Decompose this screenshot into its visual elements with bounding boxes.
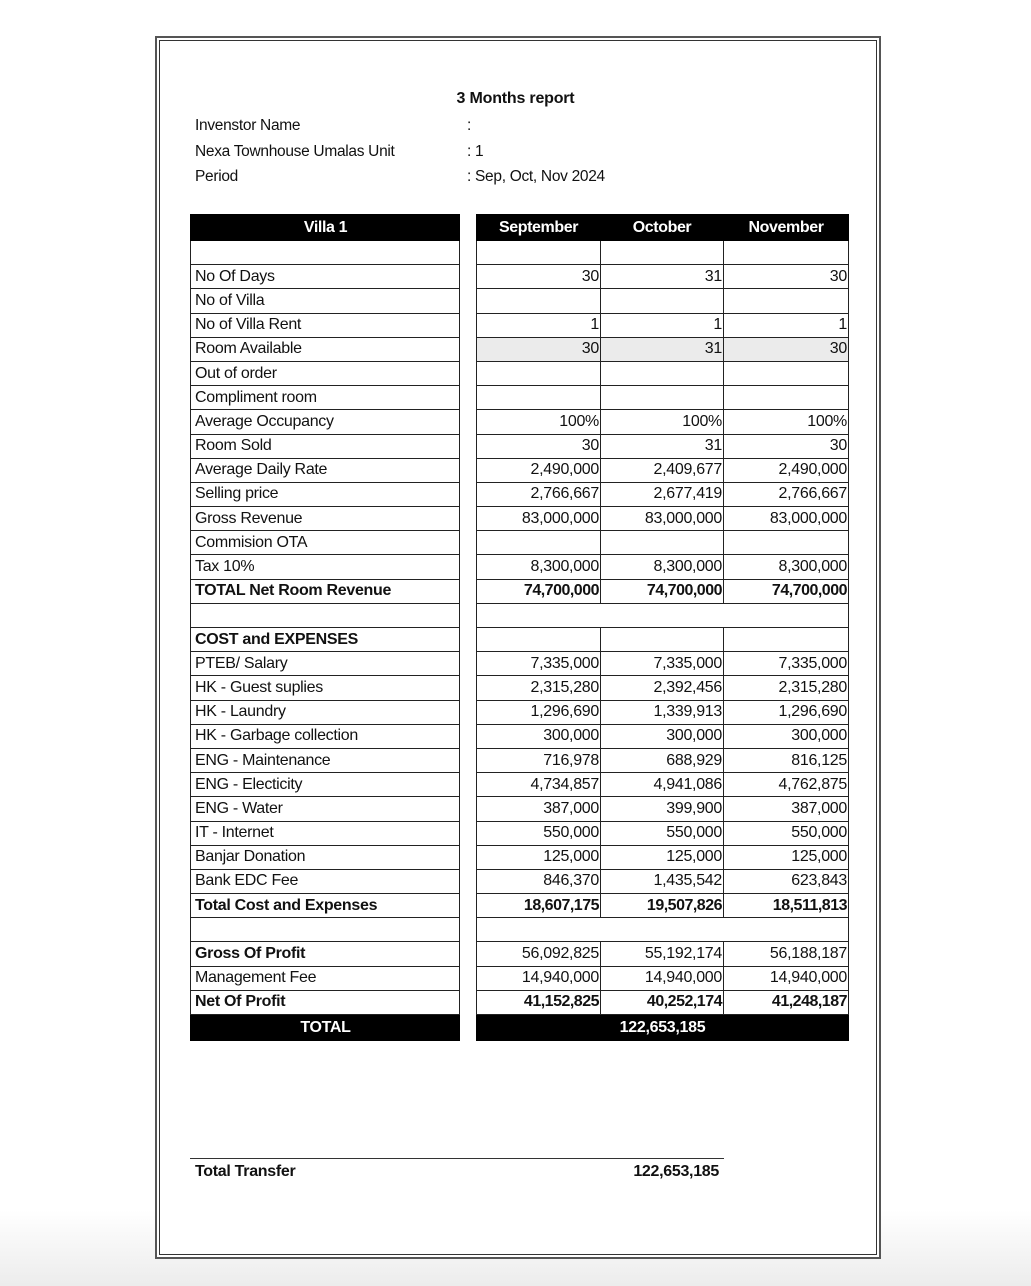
table-row-gross-of-profit (477, 942, 849, 966)
value-cell-october: 8,300,000 (601, 555, 724, 579)
meta-value: : Sep, Oct, Nov 2024 (467, 168, 605, 185)
column-header-october: October (601, 215, 724, 241)
table-row-blank (191, 603, 460, 627)
row-label: Gross Of Profit (191, 942, 460, 966)
table-row-net-of-profit (191, 990, 460, 1014)
table-row-pteb-salary (191, 652, 460, 676)
table-row-tax-10 (191, 555, 460, 579)
table-row-tax-10 (477, 555, 849, 579)
value-cell-september: 83,000,000 (477, 507, 601, 531)
table-row-eng-electicity (477, 773, 849, 797)
value-cell-september (477, 386, 601, 410)
table-row-total-cost-and-expenses (477, 894, 849, 918)
table-row-hk-garbage-collection (477, 724, 849, 748)
table-row-room-sold (477, 434, 849, 458)
value-cell-september: 550,000 (477, 821, 601, 845)
meta-label: Invenstor Name (195, 117, 301, 134)
value-cell-november: 14,940,000 (724, 966, 849, 990)
value-cell-september: 14,940,000 (477, 966, 601, 990)
table-row-no-of-villa-rent (477, 313, 849, 337)
value-cell-october: 83,000,000 (601, 507, 724, 531)
row-label: Compliment room (191, 386, 460, 410)
value-cell-november: 550,000 (724, 821, 849, 845)
row-label: HK - Garbage collection (191, 724, 460, 748)
value-cell-october: 1 (601, 313, 724, 337)
row-label: Total Cost and Expenses (191, 894, 460, 918)
total-row (191, 1015, 460, 1041)
value-cell-november: 30 (724, 434, 849, 458)
table-row-blank (191, 241, 460, 265)
value-cell-november (724, 241, 849, 265)
table-row-pteb-salary (477, 652, 849, 676)
value-cell-september: 30 (477, 265, 601, 289)
table-row-gross-of-profit (191, 942, 460, 966)
row-label: Room Available (191, 337, 460, 361)
table-row-no-of-days (191, 265, 460, 289)
total-label: TOTAL (191, 1015, 460, 1041)
value-cell-november: 7,335,000 (724, 652, 849, 676)
value-cell-november: 1 (724, 313, 849, 337)
total-value: 122,653,185 (477, 1015, 849, 1041)
table-row-blank (477, 603, 849, 627)
value-cell-november (724, 531, 849, 555)
value-cell-october: 55,192,174 (601, 942, 724, 966)
table-row-total-cost-and-expenses (191, 894, 460, 918)
value-cell-september (477, 628, 601, 652)
table-row-average-occupancy (477, 410, 849, 434)
monthly-values-table (476, 214, 849, 1041)
table-row-total-net-room-revenue (477, 579, 849, 603)
meta-label: Period (195, 168, 239, 185)
value-cell-november: 18,511,813 (724, 894, 849, 918)
total-transfer-label: Total Transfer (195, 1163, 296, 1180)
value-cell-november: 1,296,690 (724, 700, 849, 724)
table-row-eng-maintenance (191, 748, 460, 772)
meta-unit (195, 143, 483, 161)
value-cell-november: 100% (724, 410, 849, 434)
value-cell-october: 100% (601, 410, 724, 434)
value-cell-november (724, 361, 849, 385)
value-cell-november: 8,300,000 (724, 555, 849, 579)
value-cell-november: 2,766,667 (724, 482, 849, 506)
row-label: Gross Revenue (191, 507, 460, 531)
spacer-cell (477, 918, 849, 942)
row-label: No Of Days (191, 265, 460, 289)
total-transfer-value: 122,653,185 (633, 1163, 719, 1180)
value-cell-september: 8,300,000 (477, 555, 601, 579)
row-label: Net Of Profit (191, 990, 460, 1014)
table-row-average-daily-rate (477, 458, 849, 482)
table-row-blank (191, 918, 460, 942)
table-row-management-fee (477, 966, 849, 990)
value-cell-october: 2,677,419 (601, 482, 724, 506)
value-cell-september: 18,607,175 (477, 894, 601, 918)
value-cell-october (601, 386, 724, 410)
value-cell-october: 550,000 (601, 821, 724, 845)
table-row-gross-revenue (191, 507, 460, 531)
row-label: HK - Guest suplies (191, 676, 460, 700)
total-row (477, 1015, 849, 1041)
table-row-it-internet (477, 821, 849, 845)
header-row (477, 215, 849, 241)
table-row-blank (477, 241, 849, 265)
table-row-hk-guest-suplies (191, 676, 460, 700)
value-cell-november: 816,125 (724, 748, 849, 772)
row-label: Commision OTA (191, 531, 460, 555)
table-row-blank (477, 918, 849, 942)
row-label: TOTAL Net Room Revenue (191, 579, 460, 603)
table-row-gross-revenue (477, 507, 849, 531)
value-cell-september: 56,092,825 (477, 942, 601, 966)
table-row-eng-water (191, 797, 460, 821)
value-cell-september: 2,490,000 (477, 458, 601, 482)
table-row-hk-laundry (477, 700, 849, 724)
value-cell-october: 1,435,542 (601, 869, 724, 893)
row-label: Bank EDC Fee (191, 869, 460, 893)
value-cell-september (477, 531, 601, 555)
table-row-total-net-room-revenue (191, 579, 460, 603)
row-label: HK - Laundry (191, 700, 460, 724)
value-cell-october: 125,000 (601, 845, 724, 869)
table-row-room-available (477, 337, 849, 361)
value-cell-september: 1 (477, 313, 601, 337)
value-cell-november: 83,000,000 (724, 507, 849, 531)
header-row (191, 215, 460, 241)
transfer-divider (190, 1158, 724, 1159)
value-cell-september: 125,000 (477, 845, 601, 869)
value-cell-november: 30 (724, 337, 849, 361)
row-label: Out of order (191, 361, 460, 385)
row-label: ENG - Maintenance (191, 748, 460, 772)
table-row-no-of-villa (477, 289, 849, 313)
table-row-banjar-donation (191, 845, 460, 869)
table-row-eng-electicity (191, 773, 460, 797)
value-cell-september: 2,766,667 (477, 482, 601, 506)
table-row-management-fee (191, 966, 460, 990)
row-label (191, 603, 460, 627)
row-label: Management Fee (191, 966, 460, 990)
value-cell-october: 31 (601, 337, 724, 361)
table-row-average-occupancy (191, 410, 460, 434)
table-row-no-of-days (477, 265, 849, 289)
value-cell-september: 2,315,280 (477, 676, 601, 700)
table-row-room-available (191, 337, 460, 361)
row-label: Selling price (191, 482, 460, 506)
value-cell-october (601, 289, 724, 313)
meta-value: : (467, 117, 472, 134)
value-cell-october (601, 241, 724, 265)
villa-header: Villa 1 (191, 215, 460, 241)
value-cell-november: 623,843 (724, 869, 849, 893)
value-cell-november (724, 386, 849, 410)
table-row-net-of-profit (477, 990, 849, 1014)
value-cell-october: 1,339,913 (601, 700, 724, 724)
table-row-out-of-order (191, 361, 460, 385)
value-cell-september: 30 (477, 434, 601, 458)
row-label (191, 918, 460, 942)
row-label: Tax 10% (191, 555, 460, 579)
table-row-cost-and-expenses (191, 628, 460, 652)
row-labels-table (190, 214, 460, 1041)
table-row-hk-laundry (191, 700, 460, 724)
value-cell-october (601, 628, 724, 652)
table-row-compliment-room (477, 386, 849, 410)
row-label: Average Occupancy (191, 410, 460, 434)
column-header-september: September (477, 215, 601, 241)
value-cell-october: 19,507,826 (601, 894, 724, 918)
value-cell-october (601, 361, 724, 385)
table-row-eng-water (477, 797, 849, 821)
table-row-no-of-villa (191, 289, 460, 313)
value-cell-november: 56,188,187 (724, 942, 849, 966)
value-cell-november: 4,762,875 (724, 773, 849, 797)
value-cell-october: 31 (601, 265, 724, 289)
value-cell-september (477, 241, 601, 265)
value-cell-november: 2,315,280 (724, 676, 849, 700)
value-cell-november: 74,700,000 (724, 579, 849, 603)
value-cell-october: 7,335,000 (601, 652, 724, 676)
table-row-hk-guest-suplies (477, 676, 849, 700)
value-cell-november: 30 (724, 265, 849, 289)
value-cell-november: 387,000 (724, 797, 849, 821)
value-cell-september: 7,335,000 (477, 652, 601, 676)
value-cell-september: 100% (477, 410, 601, 434)
table-row-bank-edc-fee (191, 869, 460, 893)
column-header-november: November (724, 215, 849, 241)
value-cell-november (724, 628, 849, 652)
table-row-commision-ota (191, 531, 460, 555)
value-cell-september (477, 361, 601, 385)
table-row-compliment-room (191, 386, 460, 410)
value-cell-november: 41,248,187 (724, 990, 849, 1014)
row-label: PTEB/ Salary (191, 652, 460, 676)
value-cell-october: 74,700,000 (601, 579, 724, 603)
report-title: 3 Months report (456, 90, 575, 107)
value-cell-october: 2,392,456 (601, 676, 724, 700)
value-cell-september: 41,152,825 (477, 990, 601, 1014)
table-row-bank-edc-fee (477, 869, 849, 893)
value-cell-september: 4,734,857 (477, 773, 601, 797)
row-label: ENG - Water (191, 797, 460, 821)
value-cell-september: 300,000 (477, 724, 601, 748)
value-cell-november: 125,000 (724, 845, 849, 869)
value-cell-october: 2,409,677 (601, 458, 724, 482)
table-row-banjar-donation (477, 845, 849, 869)
table-row-commision-ota (477, 531, 849, 555)
value-cell-october: 31 (601, 434, 724, 458)
meta-investor-name (195, 117, 471, 135)
value-cell-september: 74,700,000 (477, 579, 601, 603)
table-row-selling-price (191, 482, 460, 506)
value-cell-september: 716,978 (477, 748, 601, 772)
row-label: IT - Internet (191, 821, 460, 845)
value-cell-october: 14,940,000 (601, 966, 724, 990)
table-row-eng-maintenance (477, 748, 849, 772)
meta-value: : 1 (467, 143, 484, 160)
value-cell-october: 4,941,086 (601, 773, 724, 797)
table-row-hk-garbage-collection (191, 724, 460, 748)
row-label: Room Sold (191, 434, 460, 458)
table-row-room-sold (191, 434, 460, 458)
table-row-cost-and-expenses (477, 628, 849, 652)
table-row-out-of-order (477, 361, 849, 385)
value-cell-october: 40,252,174 (601, 990, 724, 1014)
meta-period (195, 168, 605, 186)
row-label: COST and EXPENSES (191, 628, 460, 652)
row-label: Average Daily Rate (191, 458, 460, 482)
spacer-cell (477, 603, 849, 627)
value-cell-october: 688,929 (601, 748, 724, 772)
value-cell-october: 300,000 (601, 724, 724, 748)
row-label: No of Villa (191, 289, 460, 313)
meta-label: Nexa Townhouse Umalas Unit (195, 143, 395, 160)
value-cell-october (601, 531, 724, 555)
table-row-it-internet (191, 821, 460, 845)
value-cell-september: 387,000 (477, 797, 601, 821)
row-label: Banjar Donation (191, 845, 460, 869)
value-cell-september: 30 (477, 337, 601, 361)
table-row-average-daily-rate (191, 458, 460, 482)
value-cell-september: 1,296,690 (477, 700, 601, 724)
row-label: ENG - Electicity (191, 773, 460, 797)
table-row-no-of-villa-rent (191, 313, 460, 337)
value-cell-november: 300,000 (724, 724, 849, 748)
value-cell-october: 399,900 (601, 797, 724, 821)
row-label (191, 241, 460, 265)
row-label: No of Villa Rent (191, 313, 460, 337)
value-cell-september (477, 289, 601, 313)
table-row-selling-price (477, 482, 849, 506)
value-cell-september: 846,370 (477, 869, 601, 893)
value-cell-november: 2,490,000 (724, 458, 849, 482)
value-cell-november (724, 289, 849, 313)
